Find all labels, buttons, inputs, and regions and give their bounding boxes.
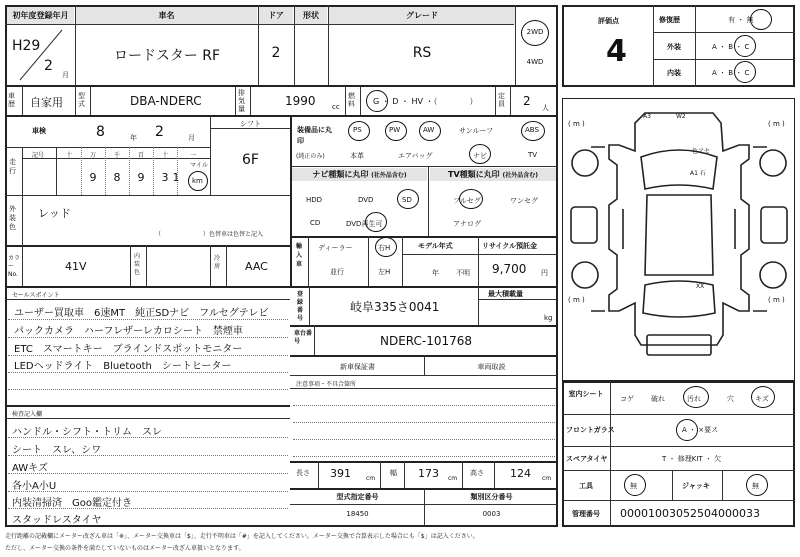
ac-value: AAC xyxy=(245,260,268,273)
width-value: 173 xyxy=(418,467,439,480)
nav-label-sub: (社外品含む) xyxy=(371,172,407,179)
nav-hdd: HDD xyxy=(306,196,323,204)
mile-label: マイル xyxy=(190,162,208,169)
nav-cd: CD xyxy=(310,219,321,227)
color-no-value: 41V xyxy=(65,260,87,273)
equip-abs: ABS xyxy=(525,126,539,134)
manual-label: 車両取説 xyxy=(477,363,506,371)
insp-line-6: スタッドレスタイヤ xyxy=(12,515,102,526)
name-label: 車名 xyxy=(76,7,257,24)
seat-yabure: 破れ xyxy=(651,395,665,403)
chassis-label: 車台番号 xyxy=(294,330,313,345)
capacity-label: 定員 xyxy=(498,92,505,108)
color-label: 外装色 xyxy=(9,205,16,231)
usage-value: 自家用 xyxy=(30,96,63,109)
equip-leather: 本革 xyxy=(350,152,364,160)
capacity-unit: 人 xyxy=(542,104,549,112)
model-year-unknown: 不明 xyxy=(456,269,470,277)
chassis-value: NDERC-101768 xyxy=(380,334,473,348)
digit-0: 9 xyxy=(89,171,97,184)
seat-hole: 穴 xyxy=(727,395,734,403)
nav-dvd: DVD xyxy=(358,196,374,204)
digit-1: 8 xyxy=(113,171,121,184)
digit-4: 1 xyxy=(172,171,180,184)
height-unit: cm xyxy=(542,475,552,482)
usage-label: 車歴 xyxy=(8,92,15,108)
tools-value: 無 xyxy=(630,482,637,490)
registration-value: 岐阜335さ0041 xyxy=(350,300,440,314)
digit-header-3: 百 xyxy=(137,152,144,159)
class-value: 0003 xyxy=(482,510,501,518)
diagram-mark-2: ( m ) xyxy=(768,120,785,128)
max-load-label: 最大積載量 xyxy=(488,290,523,298)
width-unit: cm xyxy=(448,475,458,482)
spare-items: T ・ 修理KIT ・ 欠 xyxy=(662,455,722,463)
exterior-options: A ・ B ・ C xyxy=(712,43,750,51)
registration-label: 登録番号 xyxy=(297,291,304,322)
fuel-label: 燃料 xyxy=(348,92,355,108)
digit-header-2: 千 xyxy=(113,152,120,159)
shift-value: 6F xyxy=(242,152,259,168)
notes-label: 注意事項・不具合箇所 xyxy=(296,381,357,388)
model-value: DBA-NDERC xyxy=(130,94,202,108)
tv-label-sub: (社外品含む) xyxy=(502,172,538,179)
inspection-notes-label: 検査記入欄 xyxy=(12,411,43,418)
length-value: 391 xyxy=(330,467,351,480)
equip-tv: TV xyxy=(528,151,538,159)
color-no-label: カラーNo. xyxy=(8,255,21,278)
digit-header-5: 一 xyxy=(190,152,197,159)
drive-2wd: 2WD xyxy=(526,28,544,36)
model-year-unit: 年 xyxy=(432,269,439,277)
tv-label-text: TV種類に丸印 xyxy=(448,170,500,179)
jack-value: 無 xyxy=(752,482,759,490)
color-note: （ ）色替車は色替と記入 xyxy=(155,231,264,238)
recycle-unit: 円 xyxy=(541,269,548,277)
warranty-label: 新車保証書 xyxy=(340,363,375,371)
import-right-h: 右H xyxy=(378,244,391,252)
diagram-label-a3: A3 xyxy=(643,113,651,120)
tv-fullseg: フルセグ xyxy=(453,197,481,205)
length-label: 長さ xyxy=(296,469,310,477)
month-value: 2 xyxy=(44,58,53,74)
mgmt-value: 00001003052504000033 xyxy=(620,507,760,520)
model-label: 型式 xyxy=(78,92,85,108)
grade-value: RS xyxy=(412,45,432,61)
seat-koge: コゲ xyxy=(620,395,634,403)
glass-items: A ・ ×要ス xyxy=(682,426,719,434)
equipment-sublabel: (純正のみ) xyxy=(296,153,325,160)
drive-4wd: 4WD xyxy=(526,58,544,66)
inspection-year-unit: 年 xyxy=(130,134,137,142)
digit-2: 9 xyxy=(137,171,145,184)
diagram-label-fade: 色アセ xyxy=(692,148,710,155)
sales-line-2: パックカメラ ハーフレザーレカロシート 禁煙車 xyxy=(14,326,243,337)
equipment-label: 装備品に丸印 xyxy=(297,126,332,145)
import-parallel: 並行 xyxy=(330,268,344,276)
length-unit: cm xyxy=(366,475,376,482)
equip-sunroof: サンルーフ xyxy=(459,127,494,135)
import-label: 輸入車 xyxy=(296,243,303,268)
symbol-label: 記号 xyxy=(32,152,45,159)
tv-oneseg: ワンセグ xyxy=(510,197,538,205)
diagram-label-w2: W2 xyxy=(676,113,686,120)
sales-points-label: セールスポイント xyxy=(12,292,60,299)
inspection-month-unit: 月 xyxy=(188,134,195,142)
model-year-label: モデル年式 xyxy=(418,242,453,250)
month-unit: 月 xyxy=(62,71,69,79)
sales-line-4: LEDヘッドライト Bluetooth シートヒーター xyxy=(14,361,232,372)
displacement-unit: cc xyxy=(332,103,340,111)
ac-label: 冷房 xyxy=(214,255,221,270)
tv-label xyxy=(430,168,556,181)
recycle-value: 9,700 xyxy=(492,262,527,276)
import-left-h: 左H xyxy=(378,268,391,276)
shift-label: シフト xyxy=(240,120,261,128)
exterior-b-circle xyxy=(734,35,756,57)
score-label: 評価点 xyxy=(598,17,619,25)
insp-line-1: ハンドル・シフト・トリム スレ xyxy=(12,427,162,438)
footer-line-2: ただし、メーター交換の条件を満たしていないものはメーター改ざん車扱いとなります。 xyxy=(5,545,245,552)
height-value: 124 xyxy=(510,467,531,480)
nav-label xyxy=(292,168,427,181)
capacity-value: 2 xyxy=(523,94,531,108)
nav-label-text: ナビ種類に丸印 xyxy=(312,170,369,179)
diagram-mark-4: ( m ) xyxy=(768,296,785,304)
diagram-label-a1: A1 石 xyxy=(690,170,706,177)
displacement-label: 排気量 xyxy=(238,89,245,113)
inspection-label: 車検 xyxy=(32,127,46,135)
name-value: ロードスター RF xyxy=(113,48,221,64)
type-label: 型式指定番号 xyxy=(336,493,379,501)
type-value: 18450 xyxy=(346,510,369,518)
shape-label: 形状 xyxy=(295,7,327,24)
digit-header-1: 万 xyxy=(89,152,96,159)
sales-line-3: ETC スマートキー ブラインドスポットモニター xyxy=(14,344,243,355)
recycle-label: リサイクル預託金 xyxy=(482,242,538,250)
equip-ps: PS xyxy=(353,126,362,134)
year-value: H29 xyxy=(12,38,41,54)
insp-line-5: 内装清掃済 Goo鑑定付き xyxy=(12,498,132,509)
jack-label: ジャッキ xyxy=(682,482,710,490)
spare-label: スペアタイヤ xyxy=(566,455,608,463)
door-label: ドア xyxy=(259,7,293,24)
footer-line-1: 走行距離の記載欄にメーター改ざん車は「※」、メーター交換車は「$」、走行不明車は「#」を記入してください。メーター交換で合算表示した場合にも「$」は記入ください。 xyxy=(5,533,479,540)
exterior-label: 外装 xyxy=(667,43,681,51)
digit-header-4: 十 xyxy=(161,152,168,159)
fuel-options: G ・ D ・ HV ・（ ） xyxy=(373,97,478,106)
sales-line-1: ユーザー買取車 6速MT 純正SDナビ フルセグテレビ xyxy=(14,308,269,319)
height-label: 高さ xyxy=(470,469,484,477)
tv-analog: アナログ xyxy=(453,220,481,228)
door-value: 2 xyxy=(271,45,281,61)
interior-b-circle xyxy=(734,61,756,83)
equip-airbag: エアバッグ xyxy=(398,152,433,160)
digit-header-0: 十 xyxy=(65,152,72,159)
interior-options: A ・ B ・ C xyxy=(712,69,750,77)
color-value: レッド xyxy=(38,207,71,220)
repair-label: 修復歴 xyxy=(659,16,680,24)
km-label: km xyxy=(192,177,203,185)
inspection-month-value: 2 xyxy=(155,124,164,140)
displacement-value: 1990 xyxy=(285,94,316,108)
tools-label: 工具 xyxy=(579,482,593,490)
width-label: 幅 xyxy=(390,469,397,477)
repair-options: 有 ・ 無 xyxy=(728,16,754,24)
digit-3: 3 xyxy=(161,171,169,184)
mgmt-label: 管理番号 xyxy=(572,510,600,518)
class-label: 類別区分番号 xyxy=(470,493,513,501)
score-value: 4 xyxy=(606,34,627,69)
nav-sd: SD xyxy=(402,196,412,204)
equip-aw: AW xyxy=(423,126,435,134)
year-label: 初年度登録年月 xyxy=(7,7,74,24)
mileage-label: 走行 xyxy=(9,158,16,175)
seat-scratch: キズ xyxy=(755,395,769,403)
diagram-mark-3: ( m ) xyxy=(568,296,585,304)
nav-dvd-play: DVD再生可 xyxy=(346,220,383,228)
interior-label: 内装 xyxy=(667,69,681,77)
glass-label: フロントガラス xyxy=(566,426,615,434)
seat-dirt: 汚れ xyxy=(687,395,701,403)
import-dealer: ディーラー xyxy=(318,244,353,252)
equip-pw: PW xyxy=(389,126,401,134)
repair-none-circle xyxy=(750,9,772,30)
insp-line-4: 各小A小U xyxy=(12,481,57,492)
equip-navi: ナビ xyxy=(473,152,487,160)
insp-line-2: シート スレ、シワ xyxy=(12,445,102,456)
max-load-unit: kg xyxy=(544,314,553,322)
seat-label: 室内シート xyxy=(568,390,604,398)
insp-line-3: AWキズ xyxy=(12,463,48,474)
car-diagram xyxy=(563,99,794,380)
diagram-mark-1: ( m ) xyxy=(568,120,585,128)
grade-label: グレード xyxy=(329,7,515,24)
interior-color-label: 内装色 xyxy=(134,253,141,276)
diagram-label-xx: XX xyxy=(696,283,705,290)
inspection-year-value: 8 xyxy=(96,124,105,140)
